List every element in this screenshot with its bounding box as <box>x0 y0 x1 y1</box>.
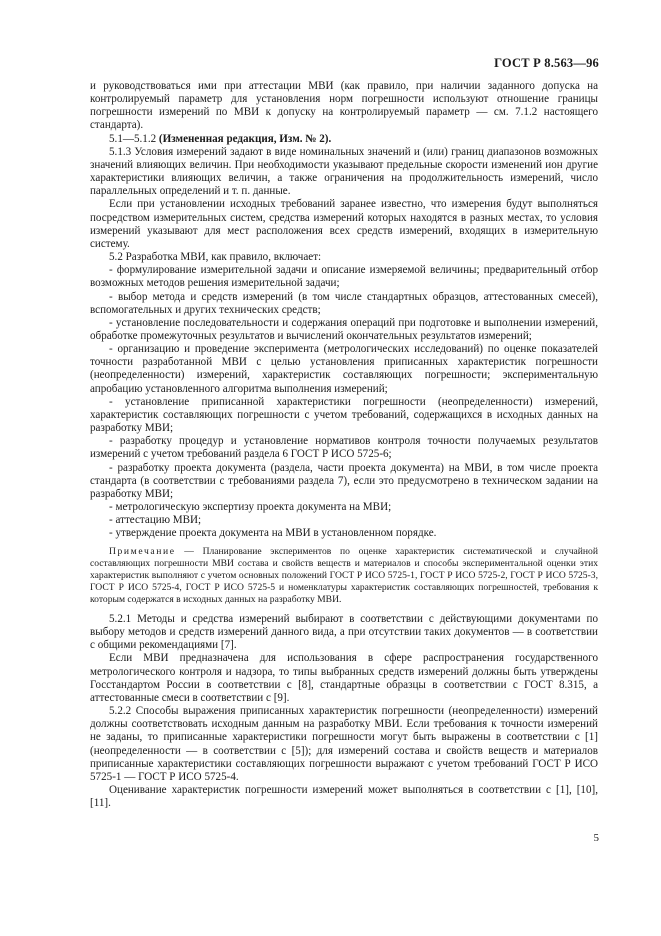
list-item: - выбор метода и средств измерений (в том числе стандартных образцов, аттестованных смесей), вспомогательных и других технических средств; <box>90 290 598 316</box>
section-heading: 5.2 Разработка МВИ, как правило, включает: <box>109 251 322 264</box>
note-paragraph <box>90 546 598 606</box>
amendment-ref: 5.1—5.1.2 <box>109 132 159 145</box>
list-item: - утверждение проекта документа на МВИ в установленном порядке. <box>109 527 437 540</box>
document-header: ГОСТ Р 8.563—96 <box>494 56 599 70</box>
paragraph: Если МВИ предназначена для использования в сфере распространения государственного метрологического контроля и надзора, то типы выбранных средств измерений должны быть утверждены Госстандартом России в соответствии с [8], стандартные образцы в соответствии с ГОСТ 8.315, а аттестованные смеси в соответствии с [9]. <box>90 652 598 704</box>
amendment-paragraph <box>90 133 598 146</box>
note-label: Примечание <box>109 546 176 558</box>
list-item: - организацию и проведение эксперимента (метрологических исследований) по оценке показателей точности разработанной МВИ с целью установления приписанных характеристик погрешности (неопределенности) измерений, характеристик составляющих погрешности; экспериментальную апробацию установленного алгоритма выполнения измерений; <box>90 343 598 395</box>
amendment-note: (Измененная редакция, Изм. № 2). <box>158 132 332 145</box>
list-item: - установление последовательности и содержания операций при подготовке и выполнении измерений, обработке промежуточных результатов и вычислений окончательных результатов измерений; <box>90 316 598 342</box>
list-item: - метрологическую экспертизу проекта документа на МВИ; <box>109 501 392 513</box>
page-number: 5 <box>593 832 599 844</box>
paragraph: 5.2.2 Способы выражения приписанных характеристик погрешности (неопределенности) измерений должны соответствовать исходным данным на разработку МВИ. Если требования к точности измерений не заданы, то приписанные характеристики погрешности могут быть выражены в соответствии с [1] (неопределенности — в соответствии с [5]); для измерений состава и свойств веществ и материалов приписанные характеристики составляющих погрешности выражают с учетом требований ГОСТ Р ИСО 5725-1 — ГОСТ Р ИСО 5725-4. <box>90 705 598 783</box>
paragraph: 5.1.3 Условия измерений задают в виде номинальных значений и (или) границ диапазонов возможных значений влияющих величин. При необходимости указывают предельные скорости изменений ион другие характеристики влияющих величин, а также ограничения на продолжительность измерений, число параллельных определений и т. п. данные. <box>90 145 598 198</box>
list-item: - разработку проекта документа (раздела, части проекта документа) на МВИ, в том числе проекта стандарта (в соответствии с требованиями раздела 7), если это предусмотрено в техническом задании на разработку МВИ; <box>90 461 598 500</box>
paragraph: Если при установлении исходных требований заранее известно, что измерения будут выполняться посредством измерительных систем, средства измерений которых находятся в разных местах, то условия измерений указывают для мест расположения всех средств измерений, входящих в измерительную систему. <box>90 198 598 250</box>
paragraph: и руководствоваться ими при аттестации МВИ (как правило, при наличии заданного допуска на контролируемый параметр для установления норм погрешности используют отношение границы погрешности измерений по МВИ к допуску на контролируемый параметр — см. 7.1.2 настоящего стандарта). <box>90 80 598 132</box>
paragraph: Оценивание характеристик погрешности измерений может выполняться в соответствии с [1], [10], [11]. <box>90 784 598 810</box>
note-text: — Планирование экспериментов по оценке характеристик систематической и случайной составляющих погрешности МВИ состава и свойств веществ и материалов и способы экспериментальной оценки этих характеристик выполняют с учетом основных положений ГОСТ Р ИСО 5725-1, ГОСТ Р ИСО 5725-2, ГОСТ Р ИСО 5725-3, ГОСТ Р ИСО 5725-4, ГОСТ Р ИСО 5725-5 и номенклатуры характеристик составляющих погрешностей, требования к которым содержатся в исходных данных на разработку МВИ. <box>90 546 598 606</box>
list-item: - установление приписанной характеристики погрешности (неопределенности) измерений, характеристик составляющих погрешности с учетом требований, содержащихся в исходных данных на разработку МВИ; <box>90 395 598 435</box>
list-item: - формулирование измерительной задачи и описание измеряемой величины; предварительный отбор возможных методов решения измерительной задачи; <box>90 264 598 290</box>
page-body <box>90 80 598 810</box>
list-item: - разработку процедур и установление нормативов контроля точности получаемых результатов измерений с учетом требований раздела 6 ГОСТ Р ИСО 5725-6; <box>90 435 598 461</box>
list-item: - аттестацию МВИ; <box>109 514 202 527</box>
paragraph: 5.2.1 Методы и средства измерений выбирают в соответствии с действующими документами по выбору методов и средств измерений данного вида, а при отсутствии таких документов — в соответствии с общими рекомендациями [7]. <box>90 613 598 652</box>
